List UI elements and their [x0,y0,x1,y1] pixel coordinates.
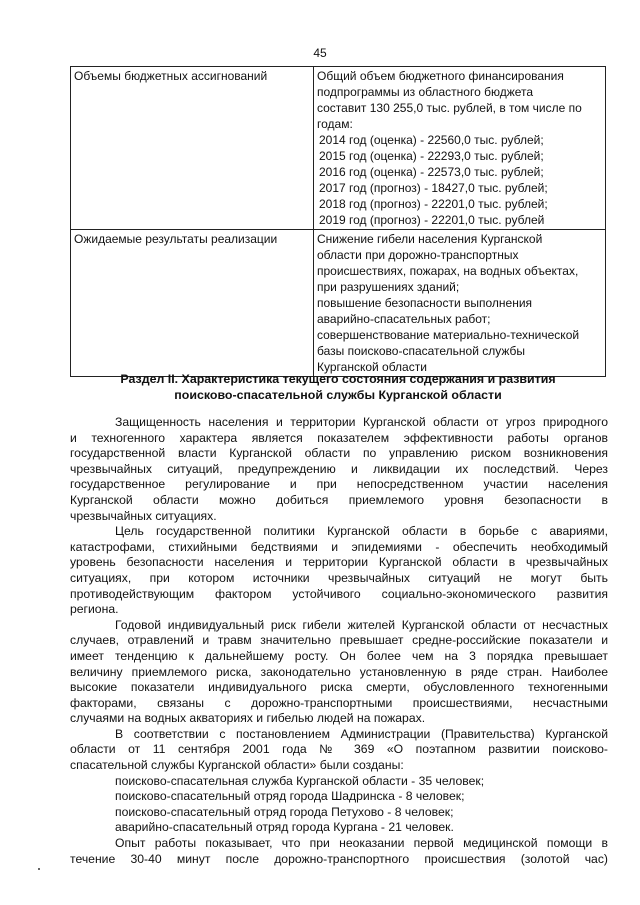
paragraph [70,836,608,867]
paragraph-line: противодействующим фактором устойчивого социально-экономического развития [70,586,608,601]
list-item: поисково-спасательная служба Курганской области - 35 человек; [115,773,485,788]
cell-line: Общий объем бюджетного финансирования [317,69,564,83]
cell-line: происшествиях, пожарах, на водных объектах, [317,264,579,278]
cell-line: Курганской области [317,360,427,374]
scan-dot-mark [38,868,40,870]
table-cell-label: Объемы бюджетных ассигнований [71,67,314,230]
cell-line: 2016 год (оценка) - 22573,0 тыс. рублей; [319,165,544,179]
section-title-line: Раздел II. Характеристика текущего состояния содержания и развития [120,372,556,386]
list-item: поисково-спасательный отряд города Петухово - 8 человек; [115,804,454,819]
paragraph-line: ситуациях, при котором источники чрезвычайных ситуаций не могут быть [70,570,608,585]
section-title [70,371,606,403]
paragraph [70,618,608,727]
body-text [70,415,608,867]
cell-line: аварийно-спасательных работ; [317,312,491,326]
paragraph-line: имеет тенденцию к дальнейшему росту. Он более чем на 3 порядка превышает [70,648,608,663]
paragraph-line: чрезвычайных ситуациях. [70,508,217,523]
cell-line: подпрограммы из областного бюджета [317,85,534,99]
paragraph-line: Годовой индивидуальный риск гибели жителей Курганской области от несчастных [115,617,608,632]
paragraph-line: катастрофами, стихийными бедствиями и эпидемиями - обеспечить необходимый [70,539,608,554]
cell-line: 2018 год (прогноз) - 22201,0 тыс. рублей; [319,197,548,211]
paragraph-line: государственной власти Курганской области по управлению риском возникновения [70,446,608,461]
paragraph-line: чрезвычайных ситуаций, предупреждению и ликвидации их последствий. Через [70,461,608,476]
table-row [71,230,606,377]
list-item: поисково-спасательный отряд города Шадринска - 8 человек; [115,789,465,804]
subprogram-passport-table [70,66,606,377]
paragraph-line: Опыт работы показывает, что при неоказании первой медицинской помощи в [115,836,608,851]
cell-line: области при дорожно-транспортных [317,248,519,262]
cell-line: годам: [317,117,353,131]
cell-line: совершенствование материально-технической [317,328,580,342]
table-cell-value [314,230,606,377]
paragraph-line: и техногенного характера является показателем эффективности работы органов [70,430,608,445]
table-row [71,67,606,230]
paragraph-line: случаями на водных акваториях и гибелью людей на пожарах. [70,711,426,726]
paragraph [70,524,608,618]
paragraph [70,415,608,524]
list-item: аварийно-спасательный отряд города Кургана - 21 человек. [115,820,454,835]
paragraph-line: области от 11 сентября 2001 года № 369 «О поэтапном развитии поисково- [70,742,608,757]
table-cell-value [314,67,606,230]
paragraph-line: Защищенность населения и территории Курганской области от угроз природного [115,415,608,429]
page-number: 45 [313,46,327,60]
paragraph-line: течение 30-40 минут после дорожно-транспортного происшествия (золотой час) [70,851,608,866]
paragraph-line: величину приемлемого риска, законодательно установленную в ряде стран. Наиболее [70,664,608,679]
cell-line: 2015 год (оценка) - 22293,0 тыс. рублей; [319,149,544,163]
cell-line: Снижение гибели населения Курганской [317,232,543,246]
paragraph-line: государственное регулирование и при непосредственном участии населения [70,477,608,492]
paragraph-line: региона. [70,602,119,617]
cell-line: 2014 год (оценка) - 22560,0 тыс. рублей; [319,133,544,147]
paragraph-line: Цель государственной политики Курганской области в борьбе с авариями, [115,524,608,539]
section-title-line: поисково-спасательной службы Курганской области [174,388,502,402]
paragraph-line: уровень безопасности населения и территории Курганской области в чрезвычайных [70,555,608,570]
paragraph-line: Курганской области можно добиться приемлемого уровня безопасности в [70,492,608,507]
cell-line: 2017 год (прогноз) - 18427,0 тыс. рублей; [319,181,548,195]
cell-line: базы поисково-спасательной службы [317,344,526,358]
paragraph-line: В соответствии с постановлением Администрации (Правительства) Курганской [115,726,608,741]
paragraph [70,727,608,774]
paragraph-line: факторами, связаны с дорожно-транспортными происшествиями, несчастными [70,695,608,710]
paragraph-line: случаев, отравлений и травм значительно превышает средне-российские показатели и [70,633,608,648]
cell-line: 2019 год (прогноз) - 22201,0 тыс. рублей [319,213,545,227]
cell-line: составит 130 255,0 тыс. рублей, в том числе по [317,101,582,115]
table-cell-label: Ожидаемые результаты реализации [71,230,314,377]
unit-list [70,774,608,836]
paragraph-line: высокие показатели индивидуального риска смерти, обусловленного техногенными [70,680,608,695]
cell-line: повышение безопасности выполнения [317,296,533,310]
cell-line: при разрушениях зданий; [317,280,460,294]
paragraph-line: спасательной службы Курганской области» были созданы: [70,758,404,773]
